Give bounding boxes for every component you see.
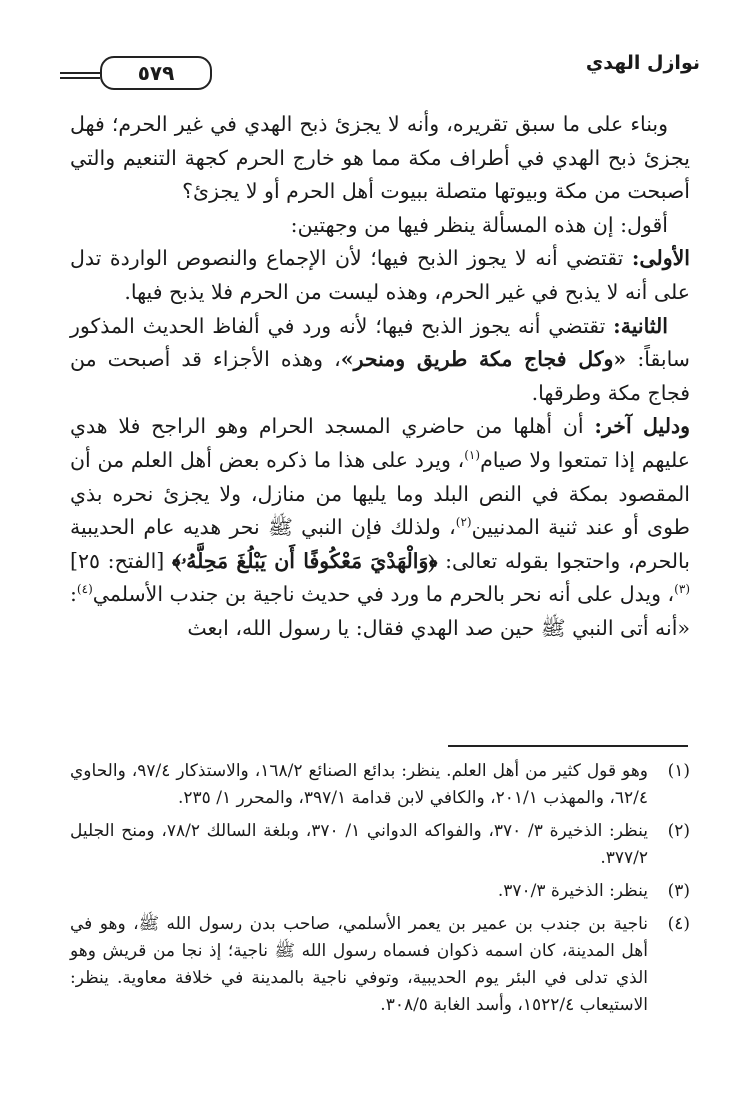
- paragraph-text: أقول: إن هذه المسألة ينظر فيها من وجهتين:: [290, 212, 668, 237]
- paragraph-text: ، وهذه الأجزاء قد أصبحت من فجاج مكة وطرقها.: [70, 347, 690, 405]
- footnote-ref-2[interactable]: (٢): [455, 515, 472, 530]
- footnote-number: (٣): [667, 881, 690, 901]
- paragraph-label: ودليل آخر:: [594, 414, 691, 439]
- footnote-number: (٢): [667, 821, 690, 841]
- footnote-divider: [448, 745, 688, 747]
- footnote-ref-1[interactable]: (١): [464, 448, 481, 463]
- footnote-4: [70, 911, 690, 1019]
- footnote-text: ناجية بن جندب بن عمير بن يعمر الأسلمي، صاحب بدن رسول الله ﷺ، وهو في أهل المدينة، كان اسمه ذكوان فسماه رسول الله ﷺ ناجية؛ إذ نجا من قريش وهو الذي تدلى في البئر يوم الحديبية، وتوفي ناجية بالمدينة في خلافة معاوية. ينظر: الاستيعاب ١٥٢٢/٤، وأسد الغابة ٣٠٨/٥.: [70, 914, 648, 1015]
- verse-citation: [الفتح: ٢٥]: [70, 548, 172, 573]
- footnote-number: (٤): [667, 914, 690, 934]
- footnote-2: [70, 818, 690, 872]
- paragraph-text: ، ويدل على أنه نحر بالحرم ما ورد في حديث ناجية بن جندب الأسلمي: [92, 582, 675, 607]
- header-rule: [60, 77, 100, 79]
- footnote-ref-3[interactable]: (٣): [674, 582, 690, 597]
- page-header: [60, 46, 700, 86]
- paragraph-text: وبناء على ما سبق تقريره، وأنه لا يجزئ ذبح الهدي في غير الحرم؛ فهل يجزئ ذبح الهدي في أطراف مكة مما هو خارج الحرم كجهة التنعيم والتي أصبحت من مكة وبيوتها متصلة ببيوت أهل الحرم أو لا يجزئ؟: [70, 112, 690, 204]
- header-rule: [60, 72, 100, 74]
- footnote-ref-4[interactable]: (٤): [76, 582, 93, 597]
- paragraph-2: [70, 209, 690, 243]
- quran-verse: ﴿وَالْهَدْيَ مَعْكُوفًا أَن يَبْلُغَ مَحِلَّهُۥ﴾: [171, 548, 438, 573]
- paragraph-3: [70, 242, 690, 309]
- paragraph-label: الثانية:: [613, 313, 668, 338]
- paragraph-text: أن أهلها من حاضري المسجد الحرام وهو الراجح فلا هدي عليهم إذا تمتعوا ولا صيام: [70, 414, 690, 472]
- paragraph-text: تقتضي أنه يجوز الذبح فيها؛ لأنه ورد في ألفاظ الحديث المذكور سابقاً:: [70, 313, 690, 372]
- paragraph-5: [70, 410, 690, 645]
- footnote-text: ينظر: الذخيرة ٣٧٠/٣.: [497, 881, 648, 901]
- paragraph-text: تقتضي أنه لا يجوز الذبح فيها؛ لأن الإجماع والنصوص الواردة تدل على أنه لا يذبح في غير الحرم، وهذه ليست من الحرم فلا يذبح فيها.: [70, 246, 690, 304]
- paragraph-text: : «أنه أتى النبي ﷺ حين صد الهدي فقال: يا رسول الله، ابعث: [70, 582, 690, 640]
- footnote-number: (١): [667, 761, 690, 781]
- main-text: [70, 108, 690, 646]
- footnote-1: [70, 758, 690, 812]
- paragraph-text: ، ولذلك فإن النبي ﷺ نحر هديه عام الحديبية بالحرم، واحتجوا بقوله تعالى:: [70, 515, 691, 573]
- footnote-3: [70, 878, 690, 905]
- hadith-quote: «وكل فجاج مكة طريق ومنحر»: [340, 347, 627, 372]
- running-title: نوازل الهدي: [585, 52, 700, 74]
- footnote-text: ينظر: الذخيرة ٣/ ٣٧٠، والفواكه الدواني ١/ ٣٧٠، وبلغة السالك ٧٨/٢، ومنح الجليل ٣٧٧/٢.: [70, 821, 648, 868]
- paragraph-4: [70, 310, 690, 411]
- paragraph-1: [70, 108, 690, 209]
- paragraph-text: ، ويرد على هذا ما ذكره بعض أهل العلم من أن المقصود بمكة في النص البلد وما يليها من منازل، ولا يجزئ نحره بذي طوى أو عند ثنية المدنيين: [70, 447, 690, 540]
- paragraph-label: الأولى:: [631, 246, 690, 271]
- page-number: ٥٧٩: [100, 56, 212, 90]
- footnote-text: وهو قول كثير من أهل العلم. ينظر: بدائع الصنائع ١٦٨/٢، والاستذكار ٩٧/٤، والحاوي ٦٢/٤، والمهذب ٢٠١/١، والكافي لابن قدامة ٣٩٧/١، والمحرر ١/ ٢٣٥.: [70, 761, 649, 808]
- footnotes: [70, 758, 690, 1025]
